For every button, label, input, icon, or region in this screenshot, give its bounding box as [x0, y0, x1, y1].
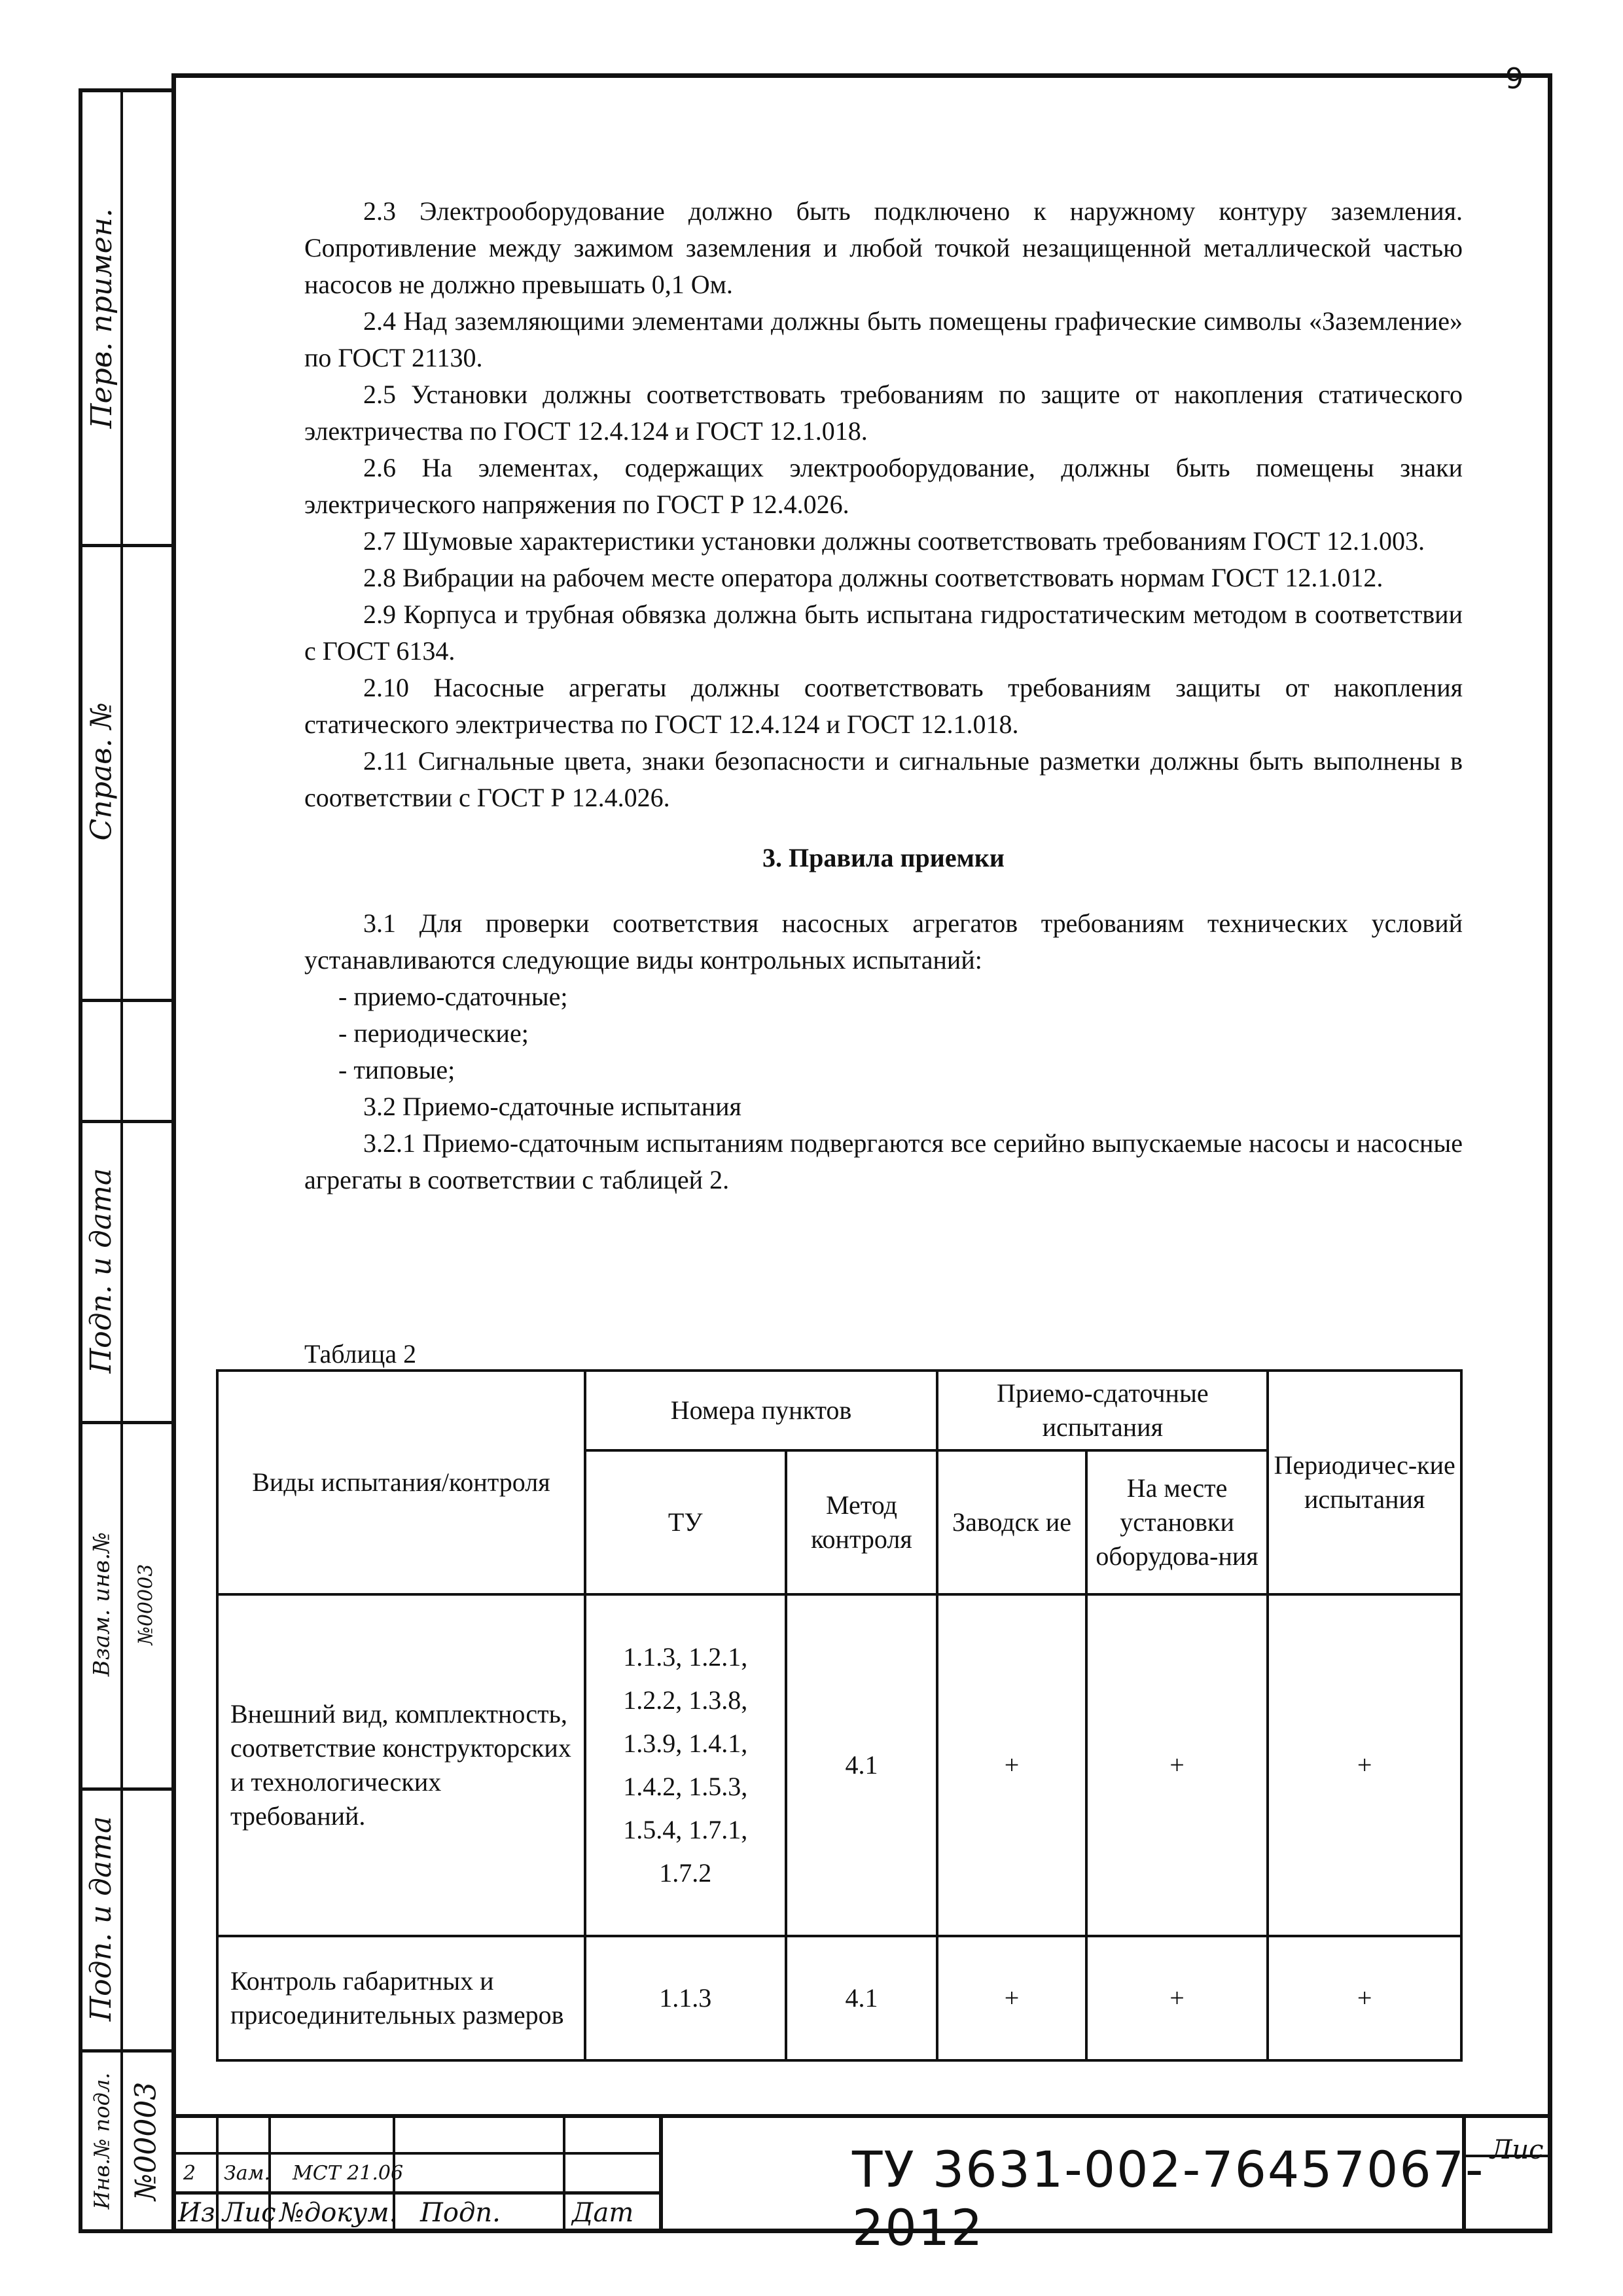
- row-onsite: +: [1086, 1594, 1268, 1936]
- document-code: ТУ 3631-002-76457067-2012: [852, 2140, 1485, 2257]
- header-periodic: Периодичес-кие испытания: [1268, 1371, 1461, 1594]
- row-periodic: +: [1268, 1936, 1461, 2060]
- row-method: 4.1: [786, 1936, 938, 2060]
- header-numbers: Номера пунктов: [585, 1371, 937, 1450]
- paragraph: 2.9 Корпуса и трубная обвязка должна быть испытана гидростатическим методом в соответствии с ГОСТ 6134.: [304, 600, 1463, 666]
- paragraph: 2.10 Насосные агрегаты должны соответствовать требованиям защиты от накопления статического электричества по ГОСТ 12.4.124 и ГОСТ 12.1.018.: [304, 673, 1463, 739]
- acceptance-table: [216, 1369, 1463, 2062]
- section-heading: 3. Правила приемки: [762, 843, 1005, 872]
- margin-vzam-inv-value: №00003: [134, 1564, 158, 1645]
- row-type: Контроль габаритных и присоединительных размеров: [217, 1936, 585, 2060]
- margin-vzam-inv: Взам. инв.№: [88, 1532, 115, 1677]
- list-item: - периодические;: [338, 1018, 529, 1048]
- header-tu: ТУ: [585, 1450, 786, 1594]
- table-row: [217, 1936, 1461, 2060]
- col-podp: Подп.: [420, 2198, 501, 2228]
- title-block: [171, 2114, 1552, 2257]
- header-method: Метод контроля: [786, 1450, 938, 1594]
- margin-podp-data-2: Подп. и дата: [84, 1816, 118, 2021]
- table-caption: Таблица 2: [304, 1339, 417, 1369]
- table-row: [217, 1594, 1461, 1936]
- row-type: Внешний вид, комплектность, соответствие конструкторских и технологических требований.: [217, 1594, 585, 1936]
- row-onsite: +: [1086, 1936, 1268, 2060]
- margin-podp-data-1: Подп. и дата: [84, 1168, 118, 1373]
- paragraph: 2.8 Вибрации на рабочем месте оператора должны соответствовать нормам ГОСТ 12.1.012.: [363, 563, 1383, 592]
- paragraph: 2.11 Сигнальные цвета, знаки безопасности и сигнальные разметки должны быть выполнены в соответствии с ГОСТ Р 12.4.026.: [304, 746, 1463, 812]
- list-item: - типовые;: [338, 1055, 455, 1085]
- rev-type: Зам.: [224, 2162, 270, 2185]
- col-iz: Из: [178, 2198, 215, 2228]
- row-factory: +: [937, 1594, 1086, 1936]
- row-periodic: +: [1268, 1594, 1461, 1936]
- margin-inv-podl-value: №00003: [129, 2081, 163, 2200]
- margin-sprav-no: Справ. №: [84, 702, 118, 841]
- margin-separator: [82, 999, 171, 1002]
- col-dat: Дат: [572, 2198, 634, 2228]
- margin-stamp: [79, 88, 171, 2233]
- row-tu: 1.1.3: [585, 1936, 786, 2060]
- paragraph-3-2: 3.2 Приемо-сдаточные испытания: [363, 1092, 741, 1121]
- header-types: Виды испытания/контроля: [217, 1371, 585, 1594]
- rev-document: МСТ 21.06: [293, 2162, 404, 2185]
- paragraph-3-1: 3.1 Для проверки соответствия насосных агрегатов требованиям технических условий устанавливаются следующие виды контрольных испытаний:: [304, 908, 1463, 975]
- sheet-number: 9: [1505, 62, 1524, 96]
- row-method: 4.1: [786, 1594, 938, 1936]
- paragraph: 2.4 Над заземляющими элементами должны быть помещены графические символы «Заземление» по ГОСТ 21130.: [304, 306, 1463, 372]
- header-onsite: На месте установки оборудова-ния: [1086, 1450, 1268, 1594]
- list-item: - приемо-сдаточные;: [338, 982, 568, 1011]
- paragraph: 2.5 Установки должны соответствовать требованиям по защите от накопления статического электричества по ГОСТ 12.4.124 и ГОСТ 12.1.018.: [304, 380, 1463, 446]
- sheet-label: Лис: [1490, 2135, 1544, 2165]
- margin-inv-podl: Инв.№ подл.: [89, 2072, 114, 2210]
- row-factory: +: [937, 1936, 1086, 2060]
- paragraph-3-2-1: 3.2.1 Приемо-сдаточным испытаниям подвергаются все серийно выпускаемые насосы и насосные агрегаты в соответствии с таблицей 2.: [304, 1128, 1463, 1194]
- margin-divider: [120, 92, 123, 2229]
- margin-perv-primen: Перв. примен.: [84, 207, 118, 429]
- paragraph: 2.7 Шумовые характеристики установки должны соответствовать требованиям ГОСТ 12.1.003.: [363, 526, 1425, 556]
- row-tu: 1.1.3, 1.2.1, 1.2.2, 1.3.8, 1.3.9, 1.4.1, 1.4.2, 1.5.3, 1.5.4, 1.7.1, 1.7.2: [585, 1594, 786, 1936]
- paragraph: 2.3 Электрооборудование должно быть подключено к наружному контуру заземления. Сопротивление между зажимом заземления и любой точкой незащищенной металлической частью насосов не должно превышать 0,1 Ом.: [304, 196, 1463, 299]
- header-factory: Заводск ие: [937, 1450, 1086, 1594]
- col-dokum: №докум.: [279, 2198, 398, 2228]
- paragraph: 2.6 На элементах, содержащих электрооборудование, должны быть помещены знаки электрического напряжения по ГОСТ Р 12.4.026.: [304, 453, 1463, 519]
- header-acceptance: Приемо-сдаточные испытания: [937, 1371, 1268, 1450]
- rev-number: 2: [183, 2162, 196, 2185]
- col-lis: Лис: [223, 2198, 276, 2228]
- document-body: [304, 193, 1463, 1198]
